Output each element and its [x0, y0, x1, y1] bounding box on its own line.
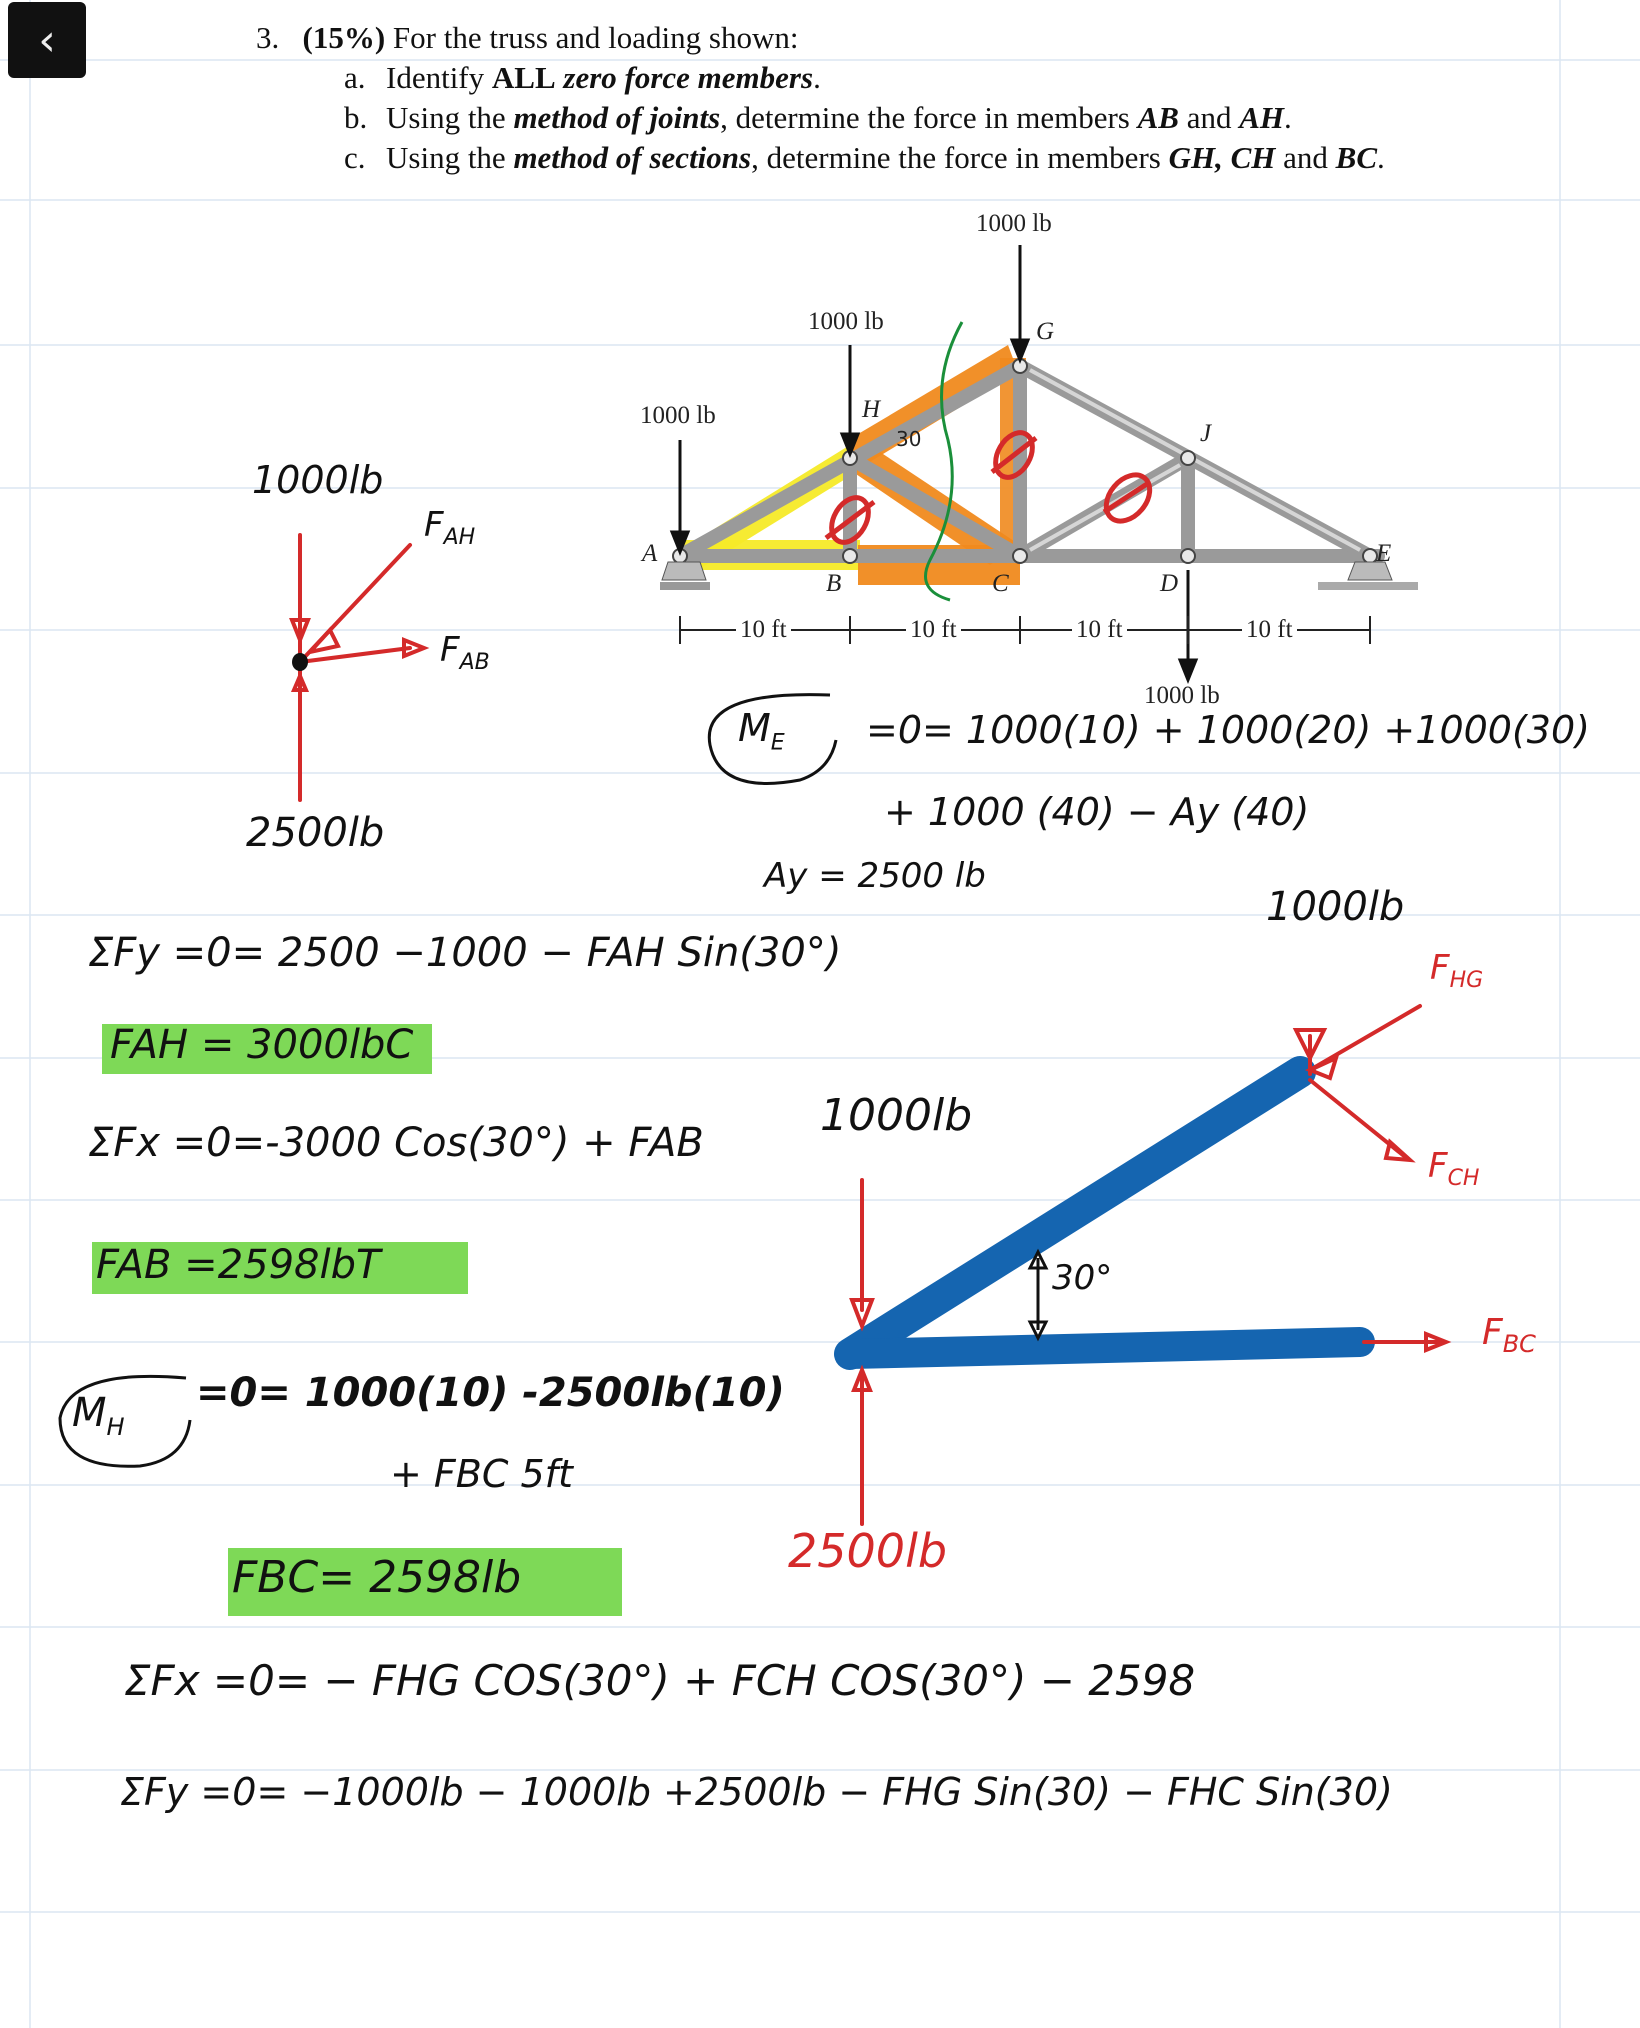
problem-weight: (15%) — [302, 20, 386, 55]
moment-h-equation-2: + FBC 5ft — [390, 1452, 573, 1496]
fbd2-angle-label: 30° — [1052, 1258, 1113, 1298]
moment-e-label: $M_E$ — [738, 706, 785, 756]
problem-part-c: c. Using the method of sections, determine the force in members GH, CH and BC. — [344, 140, 1385, 175]
joint-label-h: H — [862, 396, 881, 423]
sum-fx2-equation: ΣFx =0= − FHG COS(30°) + FCH COS(30°) − 2598 — [124, 1656, 1196, 1705]
fbc-result: FBC= 2598lb — [232, 1552, 522, 1603]
joint-label-g: G — [1036, 318, 1055, 345]
span-label-4: 10 ft — [1242, 616, 1297, 644]
joint-label-b: B — [826, 570, 842, 597]
fbd2-fbc-label: $F_{BC}$ — [1482, 1312, 1536, 1359]
fbd2-reaction-label: 2500lb — [788, 1524, 948, 1578]
load-label-h: 1000 lb — [808, 308, 884, 335]
span-label-2: 10 ft — [906, 616, 961, 644]
fab-result: FAB =2598lbT — [96, 1242, 381, 1288]
ay-result: Ay = 2500 lb — [764, 856, 986, 896]
span-label-3: 10 ft — [1072, 616, 1127, 644]
fbd1-reaction-label: 2500lb — [246, 810, 385, 856]
back-button[interactable]: ‹ — [8, 2, 86, 78]
problem-part-a: a. Identify ALL zero force members. — [344, 60, 821, 95]
load-label-a: 1000 lb — [640, 402, 716, 429]
fbd2-load-label: 1000lb — [1266, 884, 1405, 930]
moment-e-equation-2: + 1000 (40) − Ay (40) — [884, 790, 1310, 834]
fbd1-load-label: 1000lb — [252, 458, 384, 502]
angle-mark: 30 — [896, 427, 922, 451]
load-label-d: 1000 lb — [1144, 682, 1220, 709]
joint-label-a: A — [642, 540, 658, 567]
span-label-1: 10 ft — [736, 616, 791, 644]
fah-result: FAH = 3000lbC — [110, 1022, 414, 1068]
fbd2-fch-label: $F_{CH}$ — [1428, 1146, 1480, 1191]
moment-h-label: $M_H$ — [72, 1390, 125, 1441]
moment-e-equation-1: =0= 1000(10) + 1000(20) +1000(30) — [866, 708, 1590, 752]
problem-number: 3. — [256, 20, 280, 55]
sum-fx-equation: ΣFx =0=-3000 Cos(30°) + FAB — [88, 1120, 704, 1166]
joint-label-c: C — [992, 570, 1009, 597]
fbd2-fhg-label: $F_{HG}$ — [1430, 948, 1484, 993]
sum-fy2-equation: ΣFy =0= −1000lb − 1000lb +2500lb − FHG Sin(30) − FHC Sin(30) — [120, 1770, 1393, 1814]
joint-label-j: J — [1200, 420, 1212, 447]
fbd1-fab-label: $F_{AB}$ — [440, 630, 490, 675]
load-label-g: 1000 lb — [976, 210, 1052, 237]
joint-label-e: E — [1376, 540, 1392, 567]
sum-fy-equation: ΣFy =0= 2500 −1000 − FAH Sin(30°) — [88, 930, 842, 976]
problem-part-b: b. Using the method of joints, determine the force in members AB and AH. — [344, 100, 1292, 135]
joint-label-d: D — [1160, 570, 1179, 597]
fbd1-fah-label: $F_{AH}$ — [424, 505, 476, 550]
fbd2-load-label-2: 1000lb — [820, 1090, 973, 1141]
problem-intro: For the truss and loading shown: — [392, 20, 799, 55]
moment-h-equation-1: =0= 1000(10) -2500lb(10) — [196, 1370, 785, 1416]
